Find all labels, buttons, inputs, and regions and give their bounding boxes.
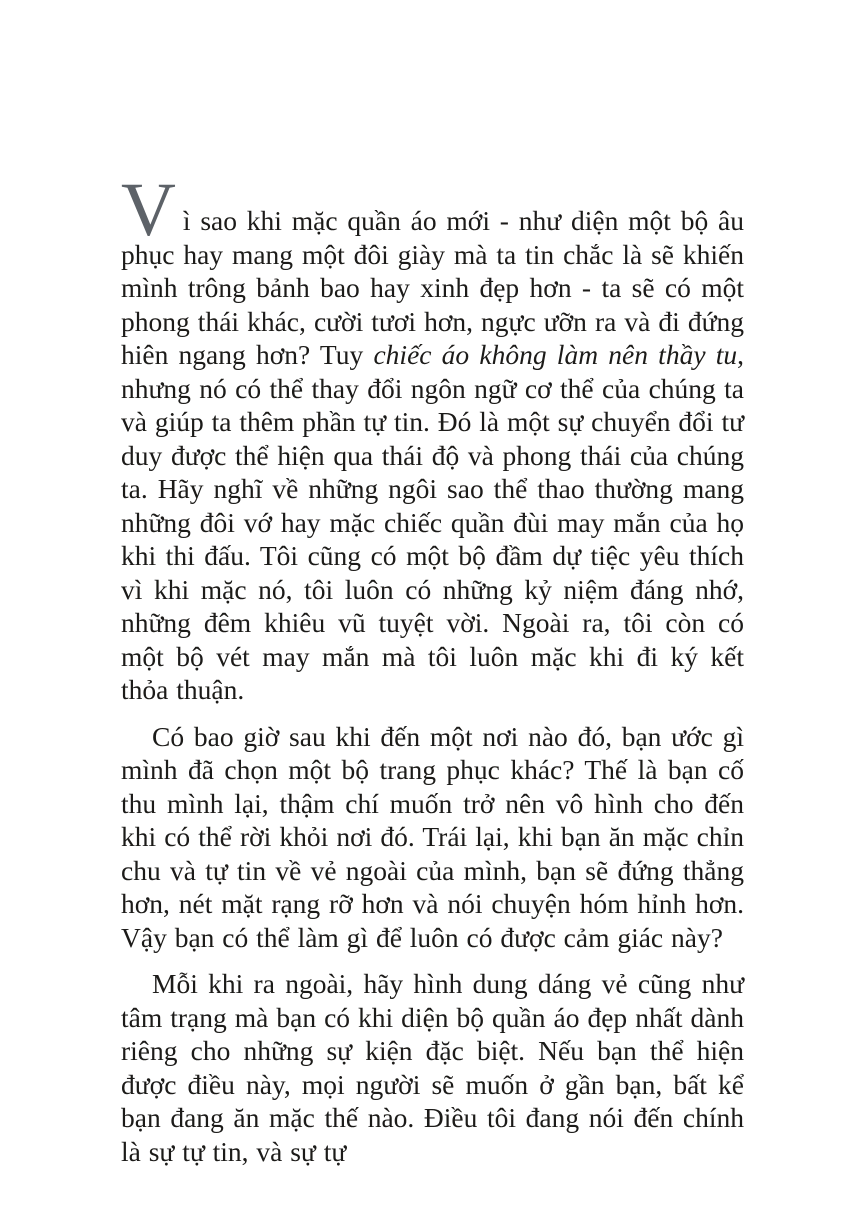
paragraph-1-text	[121, 205, 744, 705]
text-run: Có bao giờ sau khi đến một nơi nào đó, bạn ước gì mình đã chọn một bộ trang phục khác? Thế là bạn cố thu mình lại, thậm chí muốn trở nên vô hình cho đến khi có thể rời khỏi nơi đó. Trái lại, khi bạn ăn mặc chỉn chu và tự tin về vẻ ngoài của mình, bạn sẽ đứng thẳng hơn, nét mặt rạng rỡ hơn và nói chuyện hóm hỉnh hơn. Vậy bạn có thể làm gì để luôn có được cảm giác này?	[121, 720, 744, 953]
drop-cap-letter: V	[121, 168, 176, 252]
paragraph-1	[121, 168, 744, 707]
paragraph-3	[121, 967, 744, 1168]
page-text-block	[121, 168, 744, 1181]
text-run: ì sao khi mặc quần áo mới - như diện một bộ âu phục hay mang một đôi giày mà ta tin chắc là sẽ khiến mình trông bảnh bao hay xinh đẹp hơn - ta sẽ có một phong thái khác, cười tươi hơn, ngực ưỡn ra và đi đứng hiên ngang hơn? Tuy	[121, 205, 744, 370]
paragraph-2-text	[121, 721, 744, 953]
paragraph-3-text	[121, 968, 744, 1167]
text-run: chiếc áo không làm nên thầy tu	[373, 339, 738, 370]
text-run: Mỗi khi ra ngoài, hãy hình dung dáng vẻ cũng như tâm trạng mà bạn có khi diện bộ quần áo đẹp nhất dành riêng cho những sự kiện đặc biệt. Nếu bạn thể hiện được điều này, mọi người sẽ muốn ở gần bạn, bất kể bạn đang ăn mặc thế nào. Điều tôi đang nói đến chính là sự tự tin, và sự tự	[121, 968, 744, 1167]
text-run: , nhưng nó có thể thay đổi ngôn ngữ cơ thể của chúng ta và giúp ta thêm phần tự tin. Đó là một sự chuyển đổi tư duy được thể hiện qua thái độ và phong thái của chúng ta. Hãy nghĩ về những ngôi sao thể thao thường mang những đôi vớ hay mặc chiếc quần đùi may mắn của họ khi thi đấu. Tôi cũng có một bộ đầm dự tiệc yêu thích vì khi mặc nó, tôi luôn có những kỷ niệm đáng nhớ, những đêm khiêu vũ tuyệt vời. Ngoài ra, tôi còn có một bộ vét may mắn mà tôi luôn mặc khi đi ký kết thỏa thuận.	[121, 339, 744, 705]
paragraph-2	[121, 720, 744, 955]
